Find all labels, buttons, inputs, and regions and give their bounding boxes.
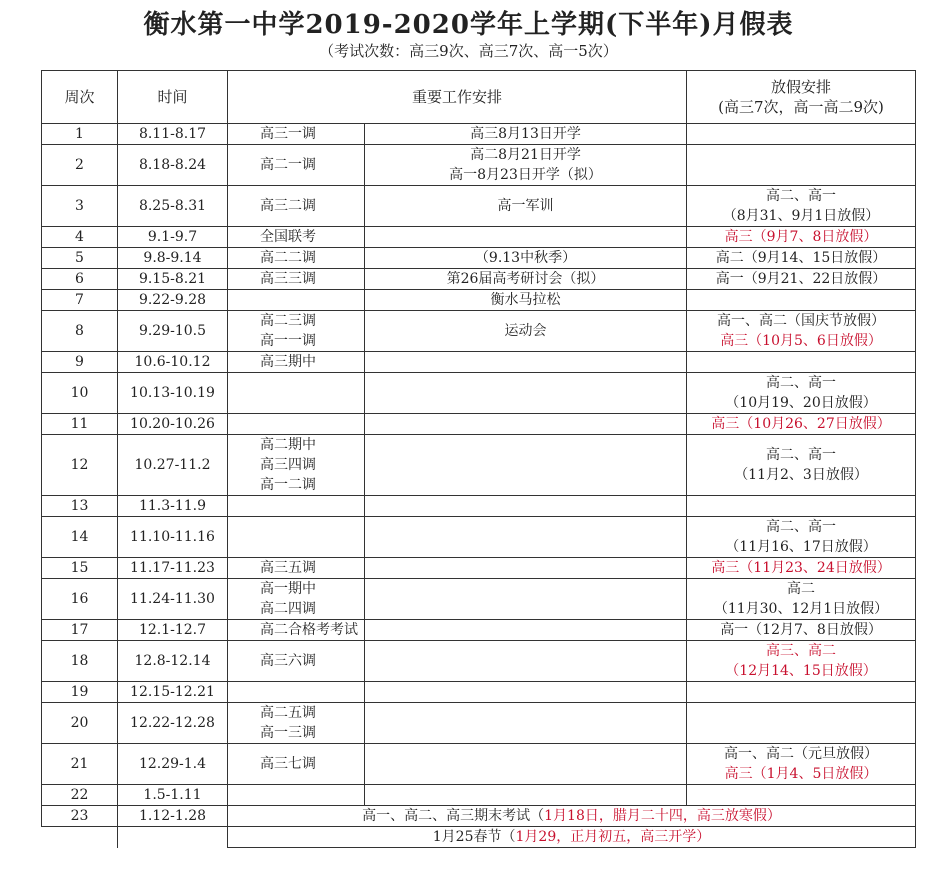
task-text: 高三三调 <box>260 271 316 287</box>
table-row <box>42 414 916 435</box>
time-cell: 11.24-11.30 <box>118 579 228 620</box>
table-row <box>42 227 916 248</box>
holiday-cell <box>687 269 916 290</box>
header-holiday-note: (高三7次，高一高二9次) <box>718 98 884 116</box>
task-cell <box>228 227 365 248</box>
header-week: 周次 <box>42 71 118 124</box>
task-text: 高一二调 <box>260 477 316 493</box>
task-cell <box>228 435 365 496</box>
week-cell: 3 <box>42 186 118 227</box>
task-text: 全国联考 <box>260 229 316 245</box>
holiday-cell <box>687 414 916 435</box>
holiday-text: 高三（11月23、24日放假） <box>711 560 891 576</box>
task-text: 高三四调 <box>260 457 316 473</box>
event-text: 高三8月13日开学 <box>470 126 581 142</box>
time-cell: 10.6-10.12 <box>118 352 228 373</box>
task-text: 高三五调 <box>260 560 316 576</box>
task-cell <box>228 290 365 311</box>
time-cell: 12.15-12.21 <box>118 682 228 703</box>
event-text: 第26届高考研讨会（拟） <box>446 271 605 287</box>
empty-time-cell <box>118 827 228 848</box>
task-cell <box>228 414 365 435</box>
page-subtitle: （考试次数：高三9次、高三7次、高一5次） <box>319 42 618 60</box>
task-cell <box>228 373 365 414</box>
table-row <box>42 682 916 703</box>
week-cell: 5 <box>42 248 118 269</box>
event-text: 高一8月23日开学（拟） <box>449 167 602 183</box>
week-cell: 17 <box>42 620 118 641</box>
event-cell <box>365 496 687 517</box>
task-cell <box>228 311 365 352</box>
time-cell: 10.27-11.2 <box>118 435 228 496</box>
holiday-text: 高三（1月4、5日放假） <box>724 766 878 782</box>
event-cell <box>365 186 687 227</box>
header-time: 时间 <box>118 71 228 124</box>
holiday-cell <box>687 145 916 186</box>
week-cell: 12 <box>42 435 118 496</box>
task-cell <box>228 744 365 785</box>
holiday-text: 高三（9月7、8日放假） <box>724 229 878 245</box>
task-cell <box>228 620 365 641</box>
week-cell: 22 <box>42 785 118 806</box>
task-cell <box>228 352 365 373</box>
holiday-cell <box>687 248 916 269</box>
time-cell: 8.18-8.24 <box>118 145 228 186</box>
week-cell: 21 <box>42 744 118 785</box>
task-text: 高一三调 <box>260 725 316 741</box>
header-work: 重要工作安排 <box>228 71 687 124</box>
task-text: 高三六调 <box>260 653 316 669</box>
table-body <box>42 124 916 848</box>
time-cell: 9.1-9.7 <box>118 227 228 248</box>
event-cell <box>365 682 687 703</box>
event-cell <box>365 227 687 248</box>
time-cell: 12.29-1.4 <box>118 744 228 785</box>
task-text: 高三二调 <box>260 198 316 214</box>
holiday-text: 高二（9月14、15日放假） <box>715 250 887 266</box>
task-cell <box>228 145 365 186</box>
holiday-text: 高二、高一 <box>766 519 837 535</box>
task-text: 高二一调 <box>260 157 316 173</box>
task-text: 高一期中 <box>260 581 316 597</box>
week-cell: 10 <box>42 373 118 414</box>
holiday-text: 高二、高一 <box>766 375 837 391</box>
holiday-text: （8月31、9月1日放假） <box>722 208 880 224</box>
task-cell <box>228 558 365 579</box>
event-text: 运动会 <box>504 323 547 339</box>
week-cell: 7 <box>42 290 118 311</box>
holiday-cell <box>687 311 916 352</box>
table-row <box>42 269 916 290</box>
spring-festival-highlight: 1月29，正月初五，高三开学） <box>515 829 711 845</box>
holiday-cell <box>687 124 916 145</box>
time-cell: 1.12-1.28 <box>118 806 228 827</box>
holiday-cell <box>687 352 916 373</box>
holiday-cell <box>687 785 916 806</box>
task-text: 高三七调 <box>260 756 316 772</box>
table-row <box>42 248 916 269</box>
holiday-text: 高一（12月7、8日放假） <box>720 622 882 638</box>
week-cell: 18 <box>42 641 118 682</box>
event-text: （9.13中秋季） <box>474 250 577 266</box>
holiday-cell <box>687 227 916 248</box>
task-cell <box>228 124 365 145</box>
header-holiday <box>687 71 916 124</box>
task-text: 高一一调 <box>260 333 316 349</box>
time-cell: 9.8-9.14 <box>118 248 228 269</box>
week-cell: 23 <box>42 806 118 827</box>
table-row <box>42 373 916 414</box>
week-cell: 19 <box>42 682 118 703</box>
task-text: 高二二调 <box>260 250 316 266</box>
task-cell <box>228 496 365 517</box>
event-text: 高一军训 <box>497 198 554 214</box>
task-text: 高二期中 <box>260 437 316 453</box>
event-cell <box>365 145 687 186</box>
table-row <box>42 124 916 145</box>
task-cell <box>228 785 365 806</box>
event-cell <box>365 352 687 373</box>
table-row <box>42 744 916 785</box>
week-cell: 9 <box>42 352 118 373</box>
spring-festival-note <box>228 827 916 848</box>
table-row <box>42 641 916 682</box>
holiday-cell <box>687 290 916 311</box>
time-cell: 12.22-12.28 <box>118 703 228 744</box>
week-cell: 8 <box>42 311 118 352</box>
holiday-cell <box>687 517 916 558</box>
table-row <box>42 703 916 744</box>
table-row <box>42 517 916 558</box>
task-text: 高二五调 <box>260 705 316 721</box>
event-cell <box>365 579 687 620</box>
event-cell <box>365 744 687 785</box>
week-cell: 1 <box>42 124 118 145</box>
holiday-text: （12月14、15日放假） <box>725 663 877 679</box>
task-cell <box>228 579 365 620</box>
task-cell <box>228 703 365 744</box>
final-exam-highlight: 1月18日，腊月二十四，高三放寒假） <box>544 808 781 824</box>
holiday-cell <box>687 641 916 682</box>
task-cell <box>228 186 365 227</box>
week-cell: 2 <box>42 145 118 186</box>
table-row <box>42 435 916 496</box>
time-cell: 9.29-10.5 <box>118 311 228 352</box>
task-text: 高二三调 <box>260 313 316 329</box>
table-row-exam <box>42 806 916 827</box>
holiday-text: （11月16、17日放假） <box>725 539 877 555</box>
event-text: 高二8月21日开学 <box>470 147 581 163</box>
table-row <box>42 311 916 352</box>
task-cell <box>228 641 365 682</box>
holiday-cell <box>687 703 916 744</box>
time-cell: 12.1-12.7 <box>118 620 228 641</box>
event-cell <box>365 248 687 269</box>
holiday-cell <box>687 620 916 641</box>
holiday-cell <box>687 558 916 579</box>
task-cell <box>228 517 365 558</box>
holiday-cell <box>687 373 916 414</box>
task-cell <box>228 248 365 269</box>
event-cell <box>365 269 687 290</box>
table-row-festival <box>42 827 916 848</box>
page-title: 衡水第一中学2019-2020学年上学期(下半年)月假表 <box>143 10 794 40</box>
table-row <box>42 290 916 311</box>
week-cell: 6 <box>42 269 118 290</box>
task-text: 高二四调 <box>260 601 316 617</box>
spring-festival-text: 1月25春节（ <box>432 829 516 845</box>
table-row <box>42 352 916 373</box>
table-row <box>42 785 916 806</box>
task-cell <box>228 269 365 290</box>
task-text: 高二合格考考试 <box>260 622 358 638</box>
event-cell <box>365 558 687 579</box>
week-cell: 11 <box>42 414 118 435</box>
holiday-text: （11月2、3日放假） <box>734 467 868 483</box>
holiday-cell <box>687 579 916 620</box>
holiday-text: 高二、高一 <box>766 447 837 463</box>
header-holiday-title: 放假安排 <box>771 78 832 96</box>
holiday-cell <box>687 496 916 517</box>
week-cell: 13 <box>42 496 118 517</box>
time-cell: 10.13-10.19 <box>118 373 228 414</box>
table-row <box>42 496 916 517</box>
time-cell: 9.15-8.21 <box>118 269 228 290</box>
table-row <box>42 145 916 186</box>
time-cell: 11.17-11.23 <box>118 558 228 579</box>
event-cell <box>365 290 687 311</box>
week-cell: 16 <box>42 579 118 620</box>
holiday-text: 高三（10月5、6日放假） <box>720 333 882 349</box>
holiday-text: 高一（9月21、22日放假） <box>715 271 887 287</box>
holiday-cell <box>687 744 916 785</box>
table-row <box>42 558 916 579</box>
event-cell <box>365 641 687 682</box>
final-exam-text: 高一、高二、高三期末考试（ <box>362 808 545 824</box>
holiday-text: 高一、高二（国庆节放假） <box>717 313 886 329</box>
event-cell <box>365 435 687 496</box>
time-cell: 8.11-8.17 <box>118 124 228 145</box>
holiday-cell <box>687 435 916 496</box>
table-row <box>42 620 916 641</box>
holiday-cell <box>687 186 916 227</box>
holiday-text: 高三、高二 <box>766 643 837 659</box>
holiday-text: （11月30、12月1日放假） <box>713 601 889 617</box>
task-text: 高三一调 <box>260 126 316 142</box>
holiday-text: 高二 <box>787 581 816 597</box>
event-cell <box>365 414 687 435</box>
week-cell: 4 <box>42 227 118 248</box>
table-row <box>42 186 916 227</box>
week-cell: 15 <box>42 558 118 579</box>
time-cell: 12.8-12.14 <box>118 641 228 682</box>
event-text: 衡水马拉松 <box>490 292 561 308</box>
task-cell <box>228 682 365 703</box>
time-cell: 10.20-10.26 <box>118 414 228 435</box>
holiday-text: 高三（10月26、27日放假） <box>711 416 891 432</box>
holiday-text: 高一、高二（元旦放假） <box>724 746 879 762</box>
event-cell <box>365 124 687 145</box>
time-cell: 1.5-1.11 <box>118 785 228 806</box>
time-cell: 8.25-8.31 <box>118 186 228 227</box>
holiday-cell <box>687 682 916 703</box>
week-cell: 14 <box>42 517 118 558</box>
holiday-text: （10月19、20日放假） <box>725 395 877 411</box>
final-exam-note <box>228 806 916 827</box>
event-cell <box>365 785 687 806</box>
holiday-text: 高二、高一 <box>766 188 837 204</box>
time-cell: 11.3-11.9 <box>118 496 228 517</box>
event-cell <box>365 517 687 558</box>
event-cell <box>365 703 687 744</box>
time-cell: 11.10-11.16 <box>118 517 228 558</box>
table-header-row <box>42 71 916 124</box>
holiday-schedule-table <box>41 70 916 848</box>
event-cell <box>365 373 687 414</box>
time-cell: 9.22-9.28 <box>118 290 228 311</box>
week-cell: 20 <box>42 703 118 744</box>
table-row <box>42 579 916 620</box>
task-text: 高三期中 <box>260 354 316 370</box>
event-cell <box>365 620 687 641</box>
empty-week-cell <box>42 827 118 848</box>
event-cell <box>365 311 687 352</box>
